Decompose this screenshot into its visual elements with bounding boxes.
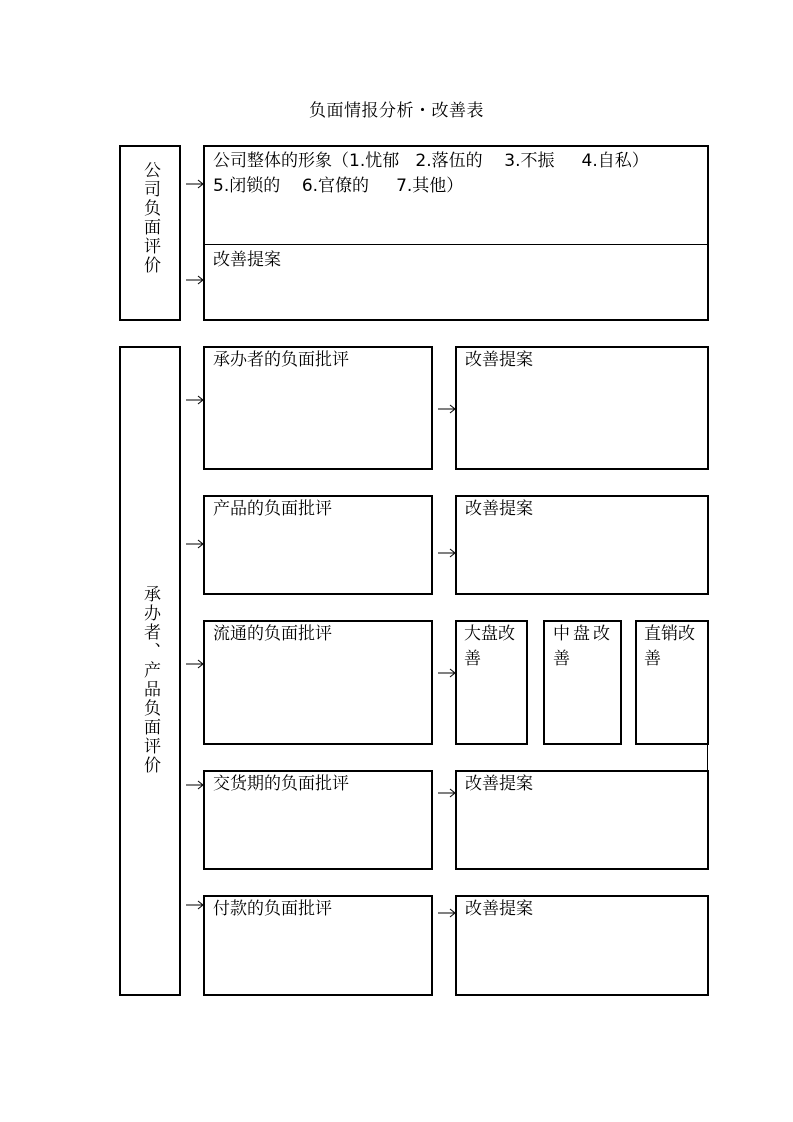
right-arrow-icon: [186, 780, 204, 790]
handler-proposal-box: [455, 346, 709, 470]
handler-proposal-label: 改善提案: [465, 350, 533, 370]
right-arrow-icon: [186, 900, 204, 910]
company-evaluation-box: [203, 145, 709, 321]
company-image-line-1: 公司整体的形象（1.忧郁 2.落伍的 3.不振 4.自私）: [213, 151, 649, 171]
right-arrow-icon: [186, 395, 204, 405]
product-side-label: 承办者、产品负面评价: [140, 585, 160, 775]
wholesale-large-box: [455, 620, 528, 745]
delivery-proposal-box: [455, 770, 709, 870]
right-arrow-icon: [438, 908, 456, 918]
payment-proposal-box: [455, 895, 709, 996]
right-arrow-icon: [186, 659, 204, 669]
handler-criticism-label: 承办者的负面批评: [213, 350, 349, 370]
right-arrow-icon: [186, 539, 204, 549]
right-arrow-icon: [438, 668, 456, 678]
wholesale-mid-box: [543, 620, 622, 745]
company-box-divider: [205, 244, 707, 245]
product-side-box: [119, 346, 181, 996]
wholesale-mid-label: 中盘改善: [553, 624, 613, 669]
direct-sales-box: [635, 620, 709, 745]
distribution-criticism-box: [203, 620, 433, 745]
product-criticism-box: [203, 495, 433, 595]
company-proposal-label: 改善提案: [213, 250, 281, 270]
direct-sales-label: 直销改善: [644, 624, 695, 669]
payment-criticism-label: 付款的负面批评: [213, 899, 332, 919]
page-title: 负面情报分析・改善表: [309, 101, 484, 121]
product-criticism-label: 产品的负面批评: [213, 499, 332, 519]
product-proposal-box: [455, 495, 709, 595]
company-side-label: 公司负面评价: [140, 161, 160, 275]
distribution-criticism-label: 流通的负面批评: [213, 624, 332, 644]
right-arrow-icon: [186, 275, 204, 285]
right-arrow-icon: [186, 179, 204, 189]
company-image-line-2: 5.闭锁的 6.官僚的 7.其他）: [213, 176, 464, 196]
delivery-criticism-box: [203, 770, 433, 870]
right-arrow-icon: [438, 404, 456, 414]
company-side-box: [119, 145, 181, 321]
product-proposal-label: 改善提案: [465, 499, 533, 519]
delivery-criticism-label: 交货期的负面批评: [213, 774, 349, 794]
payment-proposal-label: 改善提案: [465, 899, 533, 919]
row-connector-line: [707, 745, 708, 771]
delivery-proposal-label: 改善提案: [465, 774, 533, 794]
right-arrow-icon: [438, 788, 456, 798]
payment-criticism-box: [203, 895, 433, 996]
wholesale-large-label: 大盘改善: [464, 624, 515, 669]
handler-criticism-box: [203, 346, 433, 470]
right-arrow-icon: [438, 548, 456, 558]
